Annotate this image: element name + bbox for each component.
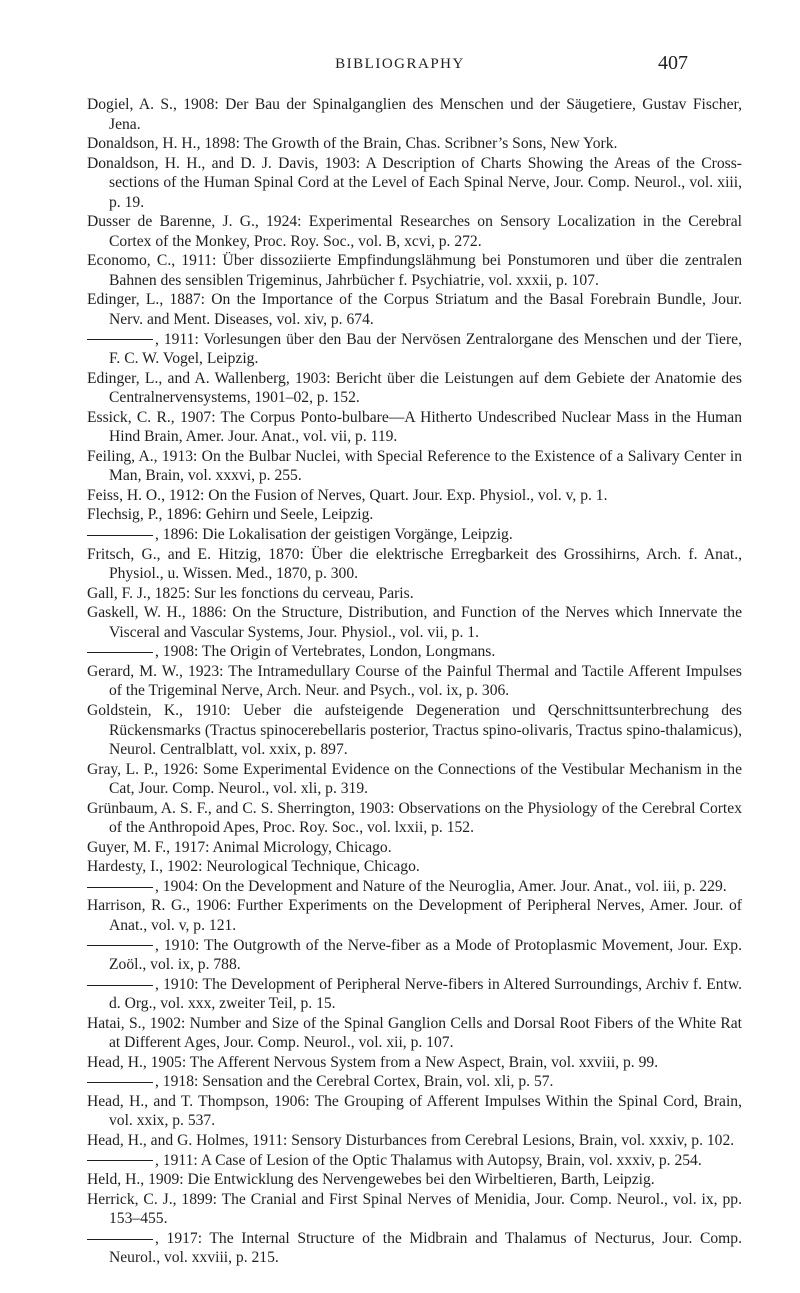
bibliography-entry: Held, H., 1909: Die Entwicklung des Nervengewebes bei den Wirbeltieren, Barth, Leipzig.: [87, 1171, 655, 1189]
bibliography-entry: , 1910: The Outgrowth of the Nerve-fiber as a Mode of Protoplasmic Movement, Jour. Exp. Zoöl., vol. ix, p. 788.: [87, 936, 742, 975]
bibliography-entry: Gray, L. P., 1926: Some Experimental Evidence on the Connections of the Vestibular Mechanism in the Cat, Jour. Comp. Neurol., vol. xli, p. 319.: [87, 760, 742, 798]
bibliography-entry: Donaldson, H. H., 1898: The Growth of the Brain, Chas. Scribner’s Sons, New York.: [87, 135, 618, 153]
bibliography-entry: , 1911: Vorlesungen über den Bau der Nervösen Zentralorgane des Menschen und der Tiere, F. C. W. Vogel, Leipzig.: [87, 330, 742, 369]
bibliography-entry: Head, H., and T. Thompson, 1906: The Grouping of Afferent Impulses Within the Spinal Cord, Brain, vol. xxix, p. 537.: [87, 1092, 742, 1130]
bibliography-entry: Flechsig, P., 1896: Gehirn und Seele, Leipzig.: [87, 506, 374, 524]
bibliography-entry: Fritsch, G., and E. Hitzig, 1870: Über die elektrische Erregbarkeit des Grossihirns, Arch. f. Anat., Physiol., u. Wissen. Med., 1870, p. 300.: [87, 545, 742, 583]
bibliography-entry: Dusser de Barenne, J. G., 1924: Experimental Researches on Sensory Localization in the Cerebral Cortex of the Monkey, Proc. Roy. Soc., vol. B, xcvi, p. 272.: [87, 213, 742, 250]
bibliography-entry: Hatai, S., 1902: Number and Size of the Spinal Ganglion Cells and Dorsal Root Fibers of the White Rat at Different Ages, Jour. Comp. Neurol., vol. xii, p. 107.: [87, 1014, 742, 1052]
bibliography-entry: , 1908: The Origin of Vertebrates, London, Longmans.: [87, 642, 742, 662]
ditto-rule: [87, 887, 153, 888]
page-number: 407: [658, 52, 688, 74]
bibliography-entry: Feiling, A., 1913: On the Bulbar Nuclei, with Special Reference to the Existence of a Salivary Center in Man, Brain, vol. xxxvi, p. 255.: [87, 447, 742, 485]
bibliography-entry: Hardesty, I., 1902: Neurological Technique, Chicago.: [87, 858, 420, 876]
bibliography-entry: , 1917: The Internal Structure of the Midbrain and Thalamus of Necturus, Jour. Comp. Neurol., vol. xxviii, p. 215.: [87, 1229, 742, 1268]
ditto-rule: [87, 1082, 153, 1083]
bibliography-entry: Donaldson, H. H., and D. J. Davis, 1903: A Description of Charts Showing the Areas of the Cross-sections of the Human Spinal Cord at the Level of Each Spinal Nerve, Jour. Comp. Neurol., vol. xiii, p. 19.: [87, 154, 742, 211]
bibliography-entry: , 1910: The Development of Peripheral Nerve-fibers in Altered Surroundings, Archiv f. Entw. d. Org., vol. xxx, zweiter Teil, p. 15.: [87, 975, 742, 1014]
bibliography-entry: Feiss, H. O., 1912: On the Fusion of Nerves, Quart. Jour. Exp. Physiol., vol. v, p. 1.: [87, 486, 608, 504]
bibliography-entry: Economo, C., 1911: Über dissoziierte Empfindungslähmung bei Ponstumoren und über die zentralen Bahnen des sensiblen Trigeminus, Jahrbücher f. Psychiatrie, vol. xxxii, p. 107.: [87, 252, 742, 289]
bibliography-entry: , 1896: Die Lokalisation der geistigen Vorgänge, Leipzig.: [87, 525, 742, 545]
ditto-rule: [87, 945, 153, 946]
bibliography-entry: , 1918: Sensation and the Cerebral Cortex, Brain, vol. xli, p. 57.: [87, 1072, 742, 1092]
ditto-rule: [87, 339, 153, 340]
bibliography-entry: Goldstein, K., 1910: Ueber die aufsteigende Degeneration und Qerschnittsunterbrechung des Rückensmarks (Tractus spinocerebellaris posterior, Tractus spino-olivaris, Tractus spino-thalamicus), Neurol. Centralblatt, vol. xxix, p. 897.: [87, 701, 742, 759]
bibliography-entry: Essick, C. R., 1907: The Corpus Ponto-bulbare—A Hitherto Undescribed Nuclear Mass in the Human Hind Brain, Amer. Jour. Anat., vol. vii, p. 119.: [87, 408, 742, 446]
ditto-rule: [87, 535, 153, 536]
ditto-rule: [87, 652, 153, 653]
bibliography-entry: Gerard, M. W., 1923: The Intramedullary Course of the Painful Thermal and Tactile Afferent Impulses of the Trigeminal Nerve, Arch. Neur. and Psych., vol. ix, p. 306.: [87, 662, 742, 700]
bibliography-entry: , 1911: A Case of Lesion of the Optic Thalamus with Autopsy, Brain, vol. xxxiv, p. 254.: [87, 1151, 742, 1171]
bibliography-entry: Head, H., and G. Holmes, 1911: Sensory Disturbances from Cerebral Lesions, Brain, vol. xxxiv, p. 102.: [87, 1131, 735, 1149]
ditto-rule: [87, 985, 153, 986]
ditto-rule: [87, 1160, 153, 1161]
ditto-rule: [87, 1239, 153, 1240]
bibliography-entry: , 1904: On the Development and Nature of the Neuroglia, Amer. Jour. Anat., vol. iii, p. 229.: [87, 877, 742, 897]
bibliography-entry: Gall, F. J., 1825: Sur les fonctions du cerveau, Paris.: [87, 584, 414, 602]
bibliography-entry: Dogiel, A. S., 1908: Der Bau der Spinalganglien des Menschen und der Säugetiere, Gustav Fischer, Jena.: [87, 96, 742, 133]
bibliography-entry: Grünbaum, A. S. F., and C. S. Sherrington, 1903: Observations on the Physiology of the Cerebral Cortex of the Anthropoid Apes, Proc. Roy. Soc., vol. lxxii, p. 152.: [87, 799, 742, 837]
bibliography-entry: Guyer, M. F., 1917: Animal Micrology, Chicago.: [87, 838, 392, 856]
running-head: [0, 52, 800, 80]
bibliography-list: [87, 95, 742, 1268]
bibliography-entry: Gaskell, W. H., 1886: On the Structure, Distribution, and Function of the Nerves which Innervate the Visceral and Vascular Systems, Jour. Physiol., vol. vii, p. 1.: [87, 604, 742, 641]
bibliography-entry: Herrick, C. J., 1899: The Cranial and First Spinal Nerves of Menidia, Jour. Comp. Neurol., vol. ix, pp. 153–455.: [87, 1190, 742, 1228]
running-title: BIBLIOGRAPHY: [335, 56, 465, 72]
bibliography-entry: Edinger, L., 1887: On the Importance of the Corpus Striatum and the Basal Forebrain Bundle, Jour. Nerv. and Ment. Diseases, vol. xiv, p. 674.: [87, 291, 742, 329]
bibliography-entry: Edinger, L., and A. Wallenberg, 1903: Bericht über die Leistungen auf dem Gebiete der Anatomie des Centralnervensystems, 1901–02, p. 152.: [87, 369, 742, 407]
bibliography-entry: Head, H., 1905: The Afferent Nervous System from a New Aspect, Brain, vol. xxviii, p. 99.: [87, 1053, 659, 1071]
bibliography-entry: Harrison, R. G., 1906: Further Experiments on the Development of Peripheral Nerves, Amer. Jour. of Anat., vol. v, p. 121.: [87, 897, 742, 934]
